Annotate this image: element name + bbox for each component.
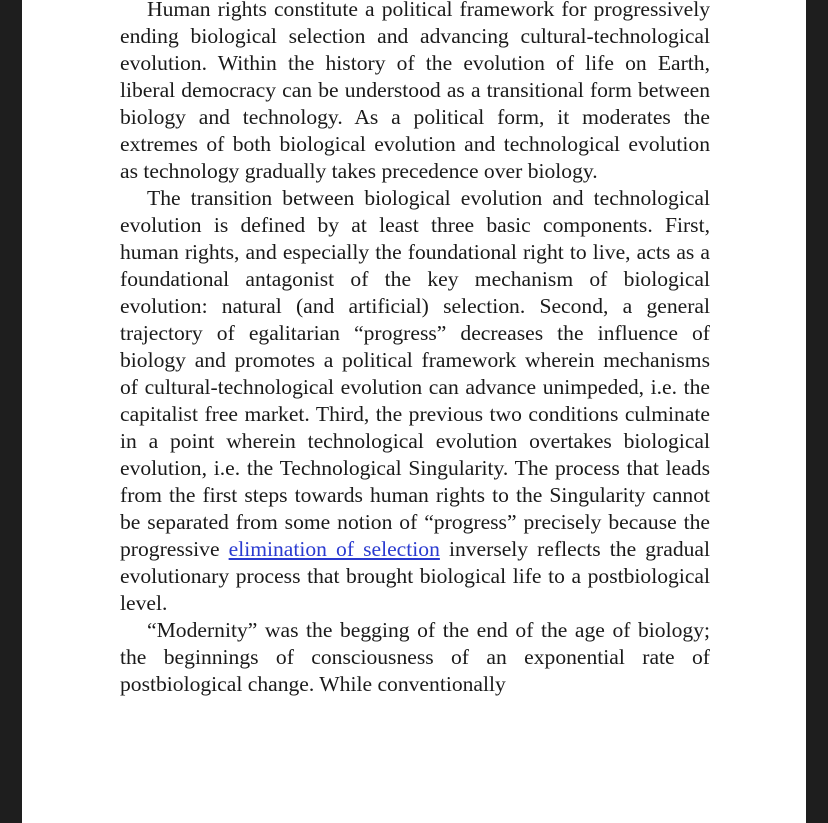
- paragraph-2: [120, 185, 710, 617]
- elimination-of-selection-link[interactable]: elimination of selection: [228, 537, 440, 561]
- text-column: [120, 0, 710, 698]
- document-page: [22, 0, 806, 823]
- paragraph-2-text-before-link: The transition between biological evolution and technological evolution is defined by at least three basic components. First, human rights, and especially the foundational right to live, acts as a foundational antagonist of the key mechanism of biological evolution: natural (and artificial) selection. Second, a general trajectory of egalitarian “progress” decreases the influence of biology and promotes a political framework wherein mechanisms of cultural-technological evolution can advance unimpeded, i.e. the capitalist free market. Third, the previous two conditions culminate in a point wherein technological evolution overtakes biological evolution, i.e. the Technological Singularity. The process that leads from the first steps towards human rights to the Singularity cannot be separated from some notion of “progress” precisely because the progressive: [120, 186, 710, 561]
- paragraph-3: “Modernity” was the begging of the end of the age of biology; the beginnings of consciousness of an exponential rate of postbiological change. While conventionally: [120, 618, 710, 696]
- paragraph-1: Human rights constitute a political framework for progressively ending biological selection and advancing cultural-technological evolution. Within the history of the evolution of life on Earth, liberal democracy can be understood as a transitional form between biology and technology. As a political form, it moderates the extremes of both biological evolution and technological evolution as technology gradually takes precedence over biology.: [120, 0, 710, 183]
- paragraph-2-text-after-link: inversely reflects the gradual evolutionary process that brought biological life to a postbiological level.: [120, 537, 710, 615]
